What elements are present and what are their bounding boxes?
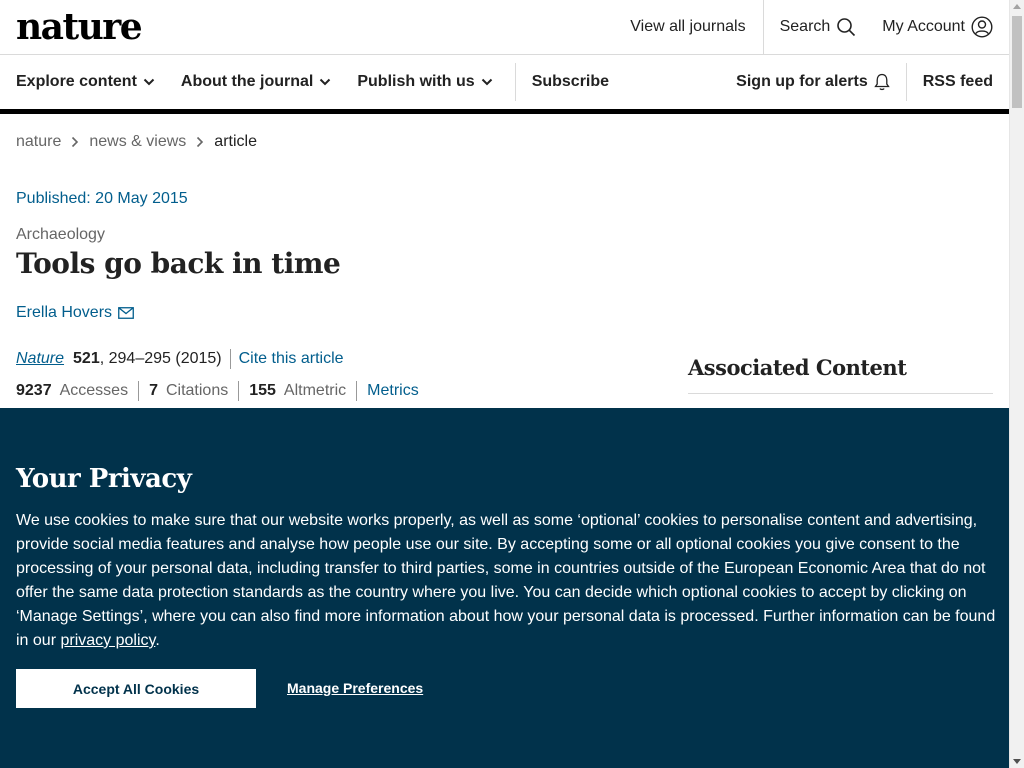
nav-left: [16, 63, 609, 101]
chevron-right-icon: [194, 136, 206, 148]
published-date-link[interactable]: Published: 20 May 2015: [16, 190, 188, 207]
divider: [238, 381, 239, 401]
privacy-text: [16, 509, 996, 653]
associated-content-heading: Associated Content: [688, 355, 993, 394]
divider: [138, 381, 139, 401]
accesses-count: 9237: [16, 382, 52, 399]
citation-line: [16, 349, 344, 369]
explore-content-label: Explore content: [16, 73, 137, 90]
header-utilities: [630, 0, 993, 54]
main-nav: [0, 55, 1009, 109]
breadcrumb-nature[interactable]: nature: [16, 133, 62, 150]
sign-up-alerts-link[interactable]: [736, 63, 907, 101]
subscribe-link[interactable]: [515, 63, 609, 101]
cite-article-link[interactable]: Cite this article: [238, 350, 344, 367]
bell-icon: [874, 73, 890, 91]
manage-preferences-button[interactable]: Manage Preferences: [287, 680, 424, 696]
privacy-banner: [0, 408, 1009, 768]
page-range: , 294–295 (2015): [99, 350, 222, 367]
altmetric-label: Altmetric: [283, 382, 347, 399]
breadcrumb-current: article: [214, 133, 257, 150]
article-title: Tools go back in time: [16, 247, 341, 280]
chevron-right-icon: [69, 136, 81, 148]
view-all-journals-link[interactable]: [630, 0, 763, 54]
view-all-journals-label: View all journals: [630, 18, 746, 35]
volume-number: 521: [73, 350, 100, 367]
my-account-label: My Account: [882, 18, 965, 35]
search-button[interactable]: [764, 0, 883, 54]
chevron-down-icon: [319, 78, 331, 86]
my-account-button[interactable]: [882, 0, 993, 54]
chevron-down-icon: [481, 78, 493, 86]
top-header: [0, 0, 1009, 55]
privacy-text-end: .: [155, 632, 160, 649]
email-icon[interactable]: [118, 307, 134, 319]
divider: [356, 381, 357, 401]
article-metrics: [16, 381, 419, 401]
divider: [230, 349, 231, 369]
subscribe-label: Subscribe: [531, 73, 610, 90]
citations-count: 7: [149, 382, 158, 399]
about-journal-label: About the journal: [180, 73, 314, 90]
citations-label: Citations: [165, 382, 229, 399]
breadcrumb: [16, 133, 257, 151]
scroll-thumb[interactable]: [1012, 16, 1022, 108]
search-label: Search: [779, 18, 831, 35]
rss-feed-link[interactable]: [907, 73, 993, 91]
altmetric-count: 155: [249, 382, 276, 399]
chevron-down-icon: [143, 78, 155, 86]
accept-all-cookies-button[interactable]: Accept All Cookies: [16, 669, 256, 708]
accesses-label: Accesses: [59, 382, 129, 399]
explore-content-menu[interactable]: [16, 73, 155, 91]
publish-with-us-label: Publish with us: [357, 73, 475, 90]
author-link[interactable]: Erella Hovers: [16, 304, 113, 321]
article-subject: Archaeology: [16, 226, 105, 243]
metrics-link[interactable]: Metrics: [367, 382, 419, 399]
vertical-scrollbar[interactable]: [1009, 0, 1024, 768]
publish-with-us-menu[interactable]: [357, 73, 492, 91]
rss-feed-label: RSS feed: [922, 73, 993, 90]
header-divider: [0, 109, 1009, 114]
privacy-title: Your Privacy: [16, 464, 192, 494]
breadcrumb-news-views[interactable]: news & views: [89, 133, 187, 150]
scroll-up-arrow-icon[interactable]: [1013, 4, 1021, 9]
search-icon: [836, 17, 856, 37]
nav-right: [736, 63, 993, 101]
scroll-down-arrow-icon[interactable]: [1013, 759, 1021, 764]
nature-logo[interactable]: nature: [16, 6, 142, 48]
privacy-policy-link[interactable]: privacy policy: [60, 632, 156, 649]
author: [16, 304, 134, 322]
account-icon: [971, 16, 993, 38]
journal-name-link[interactable]: Nature: [16, 350, 65, 367]
about-journal-menu[interactable]: [181, 73, 331, 91]
sign-up-alerts-label: Sign up for alerts: [736, 73, 868, 90]
privacy-body: We use cookies to make sure that our website works properly, as well as some ‘optional’ cookies to personalise content and advertising, provide social media features and analyse how people use our site. By accepting some or all optional cookies you give consent to the processing of your personal data, including transfer to third parties, some in countries outside of the European Economic Area that do not offer the same data protection standards as the country where you live. You can decide which optional cookies to accept by clicking on ‘Manage Settings’, where you can also find more information about how your personal data is processed. Further information can be found in our: [16, 512, 996, 649]
